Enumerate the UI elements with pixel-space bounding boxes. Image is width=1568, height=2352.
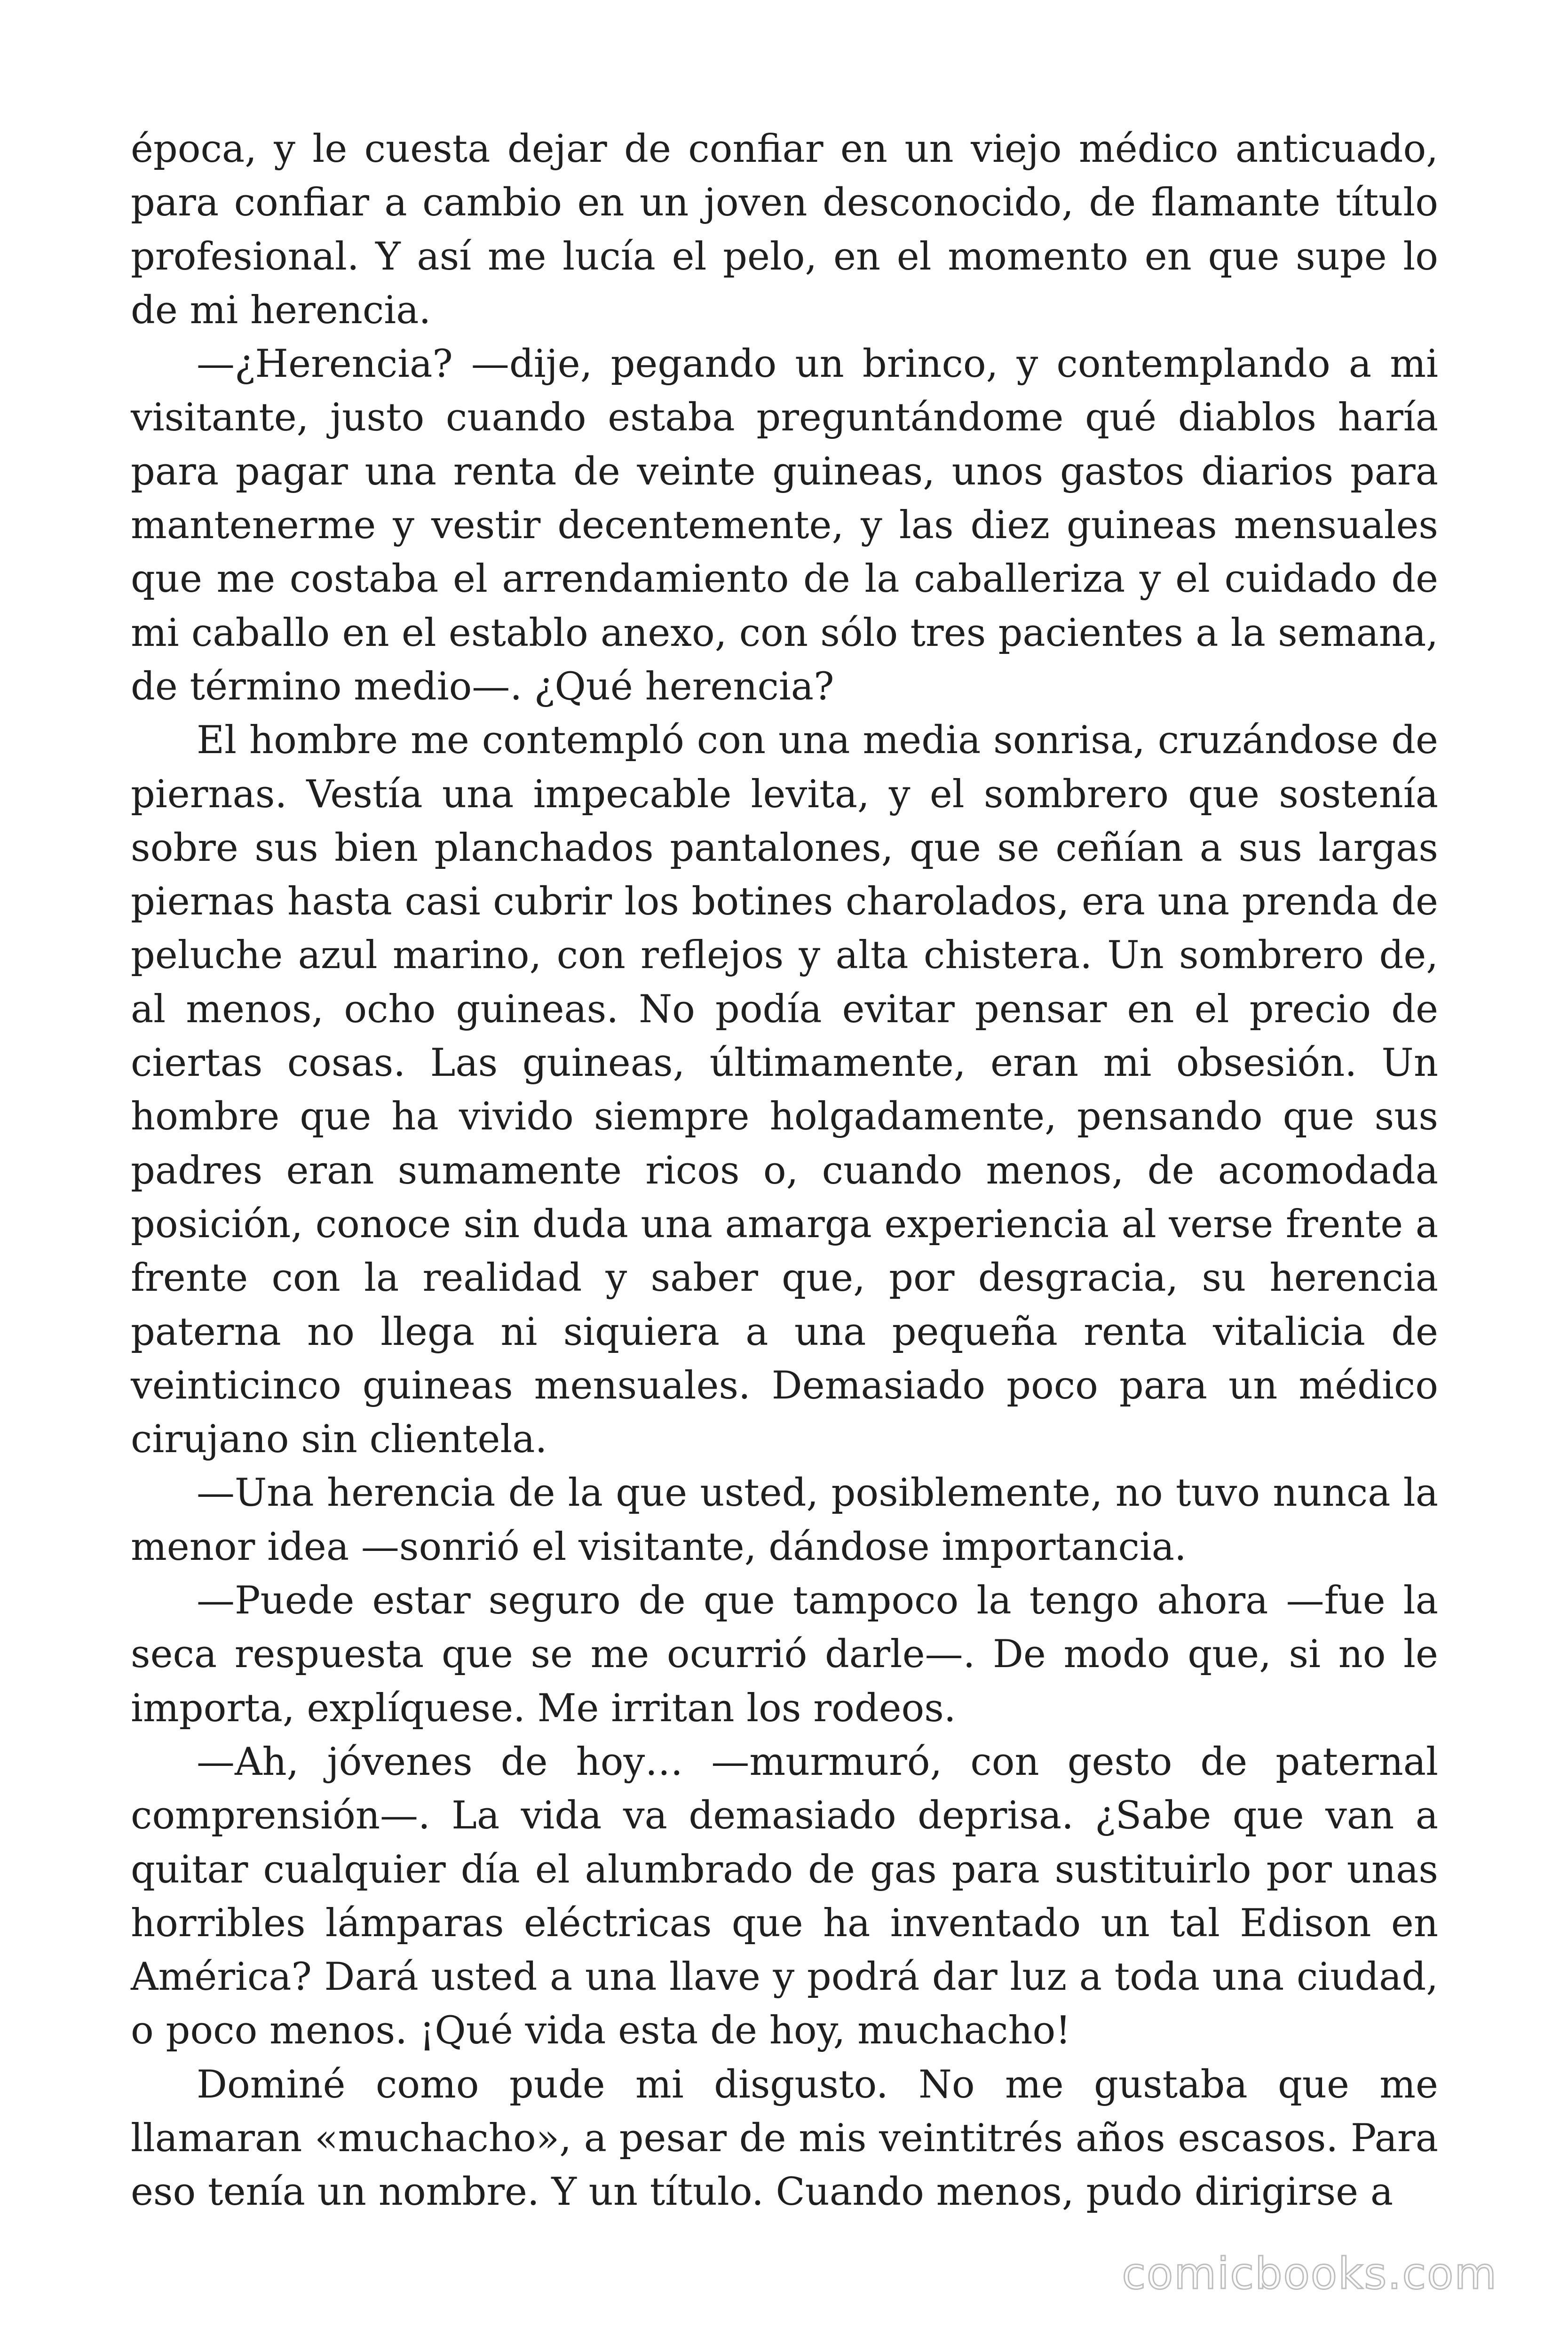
paragraph-2: —¿Herencia? —dije, pegando un brinco, y contemplando a mi visitante, justo cuando estaba preguntándome qué diablos haría para pagar una renta de veinte guineas, unos gastos diarios para mantenerme y vestir decentemente, y las diez guineas mensuales que me costaba el arrendamiento de la caballeriza y el cuidado de mi caballo en el establo anexo, con sólo tres pacientes a la semana, de término medio—. ¿Qué herencia? (131, 342, 1438, 709)
paragraph-3: El hombre me contempló con una media sonrisa, cruzándose de piernas. Vestía una impecable levita, y el sombrero que sostenía sobre sus bien planchados pantalones, que se ceñían a sus largas piernas hasta casi cubrir los botines charolados, era una prenda de peluche azul marino, con reflejos y alta chistera. Un sombrero de, al menos, ocho guineas. No podía evitar pensar en el precio de ciertas cosas. Las guineas, últimamente, eran mi obsesión. Un hombre que ha vivido siempre holgadamente, pensando que sus padres eran sumamente ricos o, cuando menos, de acomodada posición, conoce sin duda una amarga experiencia al verse frente a frente con la realidad y saber que, por desgracia, su herencia paterna no llega ni siquiera a una pequeña renta vitalicia de veinticinco guineas mensuales. Demasiado poco para un médico cirujano sin clientela. (131, 718, 1438, 1462)
paragraph-1: época, y le cuesta dejar de confiar en un viejo médico anticuado, para confiar a cambio en un joven desconocido, de flamante título profesional. Y así me lucía el pelo, en el momento en que supe lo de mi herencia. (131, 127, 1438, 333)
paragraph-7: Dominé como pude mi disgusto. No me gustaba que me llamaran «muchacho», a pesar de mis veintitrés años escasos. Para eso tenía un nombre. Y un título. Cuando menos, pudo dirigirse a (131, 2062, 1438, 2215)
paragraph-5: —Puede estar seguro de que tampoco la tengo ahora —fue la seca respuesta que se me ocurrió darle—. De modo que, si no le importa, explíquese. Me irritan los rodeos. (131, 1579, 1438, 1731)
page-body (131, 122, 1438, 2219)
watermark: comicbooks.com (1122, 2249, 1497, 2299)
paragraph-6: —Ah, jóvenes de hoy… —murmuró, con gesto de paternal comprensión—. La vida va demasiado deprisa. ¿Sabe que van a quitar cualquier día el alumbrado de gas para sustituirlo por unas horribles lámparas eléctricas que ha inventado un tal Edison en América? Dará usted a una llave y podrá dar luz a toda una ciudad, o poco menos. ¡Qué vida esta de hoy, muchacho! (131, 1740, 1438, 2053)
paragraph-4: —Una herencia de la que usted, posiblemente, no tuvo nunca la menor idea —sonrió el visitante, dándose importancia. (131, 1471, 1438, 1569)
